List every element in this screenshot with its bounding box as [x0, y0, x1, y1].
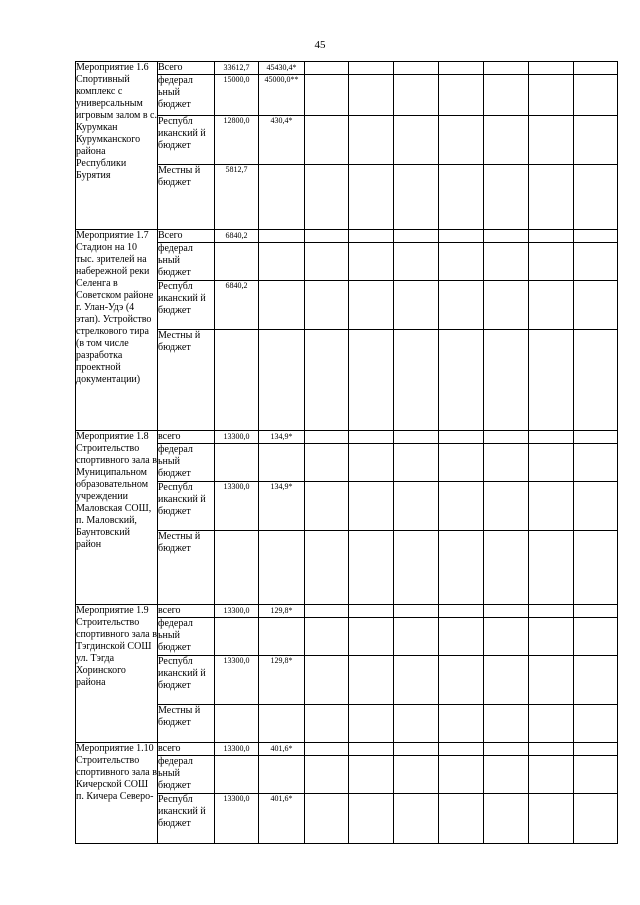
empty-cell: [305, 656, 349, 705]
amount-cell: 33612,7: [215, 62, 259, 75]
empty-cell: [439, 756, 484, 794]
table-row: [76, 705, 618, 743]
empty-cell: [529, 618, 574, 656]
empty-cell: [349, 281, 394, 330]
funding-source: Республ иканский й бюджет: [158, 482, 215, 531]
empty-cell: [305, 116, 349, 165]
empty-cell: [574, 230, 618, 243]
empty-cell: [394, 444, 439, 482]
table-row: [76, 243, 618, 281]
empty-cell: [574, 243, 618, 281]
empty-cell: [394, 743, 439, 756]
table-row: [76, 531, 618, 605]
empty-cell: [394, 281, 439, 330]
empty-cell: [484, 330, 529, 431]
empty-cell: [305, 330, 349, 431]
empty-cell: [529, 165, 574, 230]
empty-cell: [484, 75, 529, 116]
table-row: [76, 165, 618, 230]
empty-cell: [529, 62, 574, 75]
amount-cell: [259, 243, 305, 281]
amount-cell: 6840,2: [215, 230, 259, 243]
amount-cell: [259, 281, 305, 330]
amount-cell: [259, 618, 305, 656]
empty-cell: [305, 431, 349, 444]
empty-cell: [484, 618, 529, 656]
empty-cell: [439, 330, 484, 431]
empty-cell: [439, 531, 484, 605]
empty-cell: [574, 618, 618, 656]
amount-cell: [259, 756, 305, 794]
empty-cell: [305, 243, 349, 281]
empty-cell: [305, 165, 349, 230]
amount-cell: 45430,4*: [259, 62, 305, 75]
empty-cell: [574, 75, 618, 116]
amount-cell: [215, 444, 259, 482]
empty-cell: [529, 482, 574, 531]
amount-cell: 430,4*: [259, 116, 305, 165]
amount-cell: 13300,0: [215, 482, 259, 531]
empty-cell: [394, 656, 439, 705]
empty-cell: [574, 605, 618, 618]
funding-source: федерал ьный бюджет: [158, 618, 215, 656]
empty-cell: [574, 794, 618, 844]
funding-source: Всего: [158, 230, 215, 243]
amount-cell: 129,8*: [259, 605, 305, 618]
empty-cell: [439, 165, 484, 230]
empty-cell: [349, 743, 394, 756]
amount-cell: 12800,0: [215, 116, 259, 165]
amount-cell: 5812,7: [215, 165, 259, 230]
table-row: [76, 656, 618, 705]
empty-cell: [574, 656, 618, 705]
empty-cell: [439, 794, 484, 844]
amount-cell: 15000,0: [215, 75, 259, 116]
funding-source: всего: [158, 431, 215, 444]
amount-cell: [259, 705, 305, 743]
empty-cell: [574, 62, 618, 75]
funding-source: Республ иканский й бюджет: [158, 281, 215, 330]
empty-cell: [529, 281, 574, 330]
empty-cell: [529, 756, 574, 794]
amount-cell: 401,6*: [259, 794, 305, 844]
empty-cell: [349, 75, 394, 116]
amount-cell: [215, 531, 259, 605]
empty-cell: [349, 756, 394, 794]
empty-cell: [394, 62, 439, 75]
amount-cell: [215, 705, 259, 743]
funding-source: Республ иканский й бюджет: [158, 116, 215, 165]
empty-cell: [394, 116, 439, 165]
empty-cell: [349, 330, 394, 431]
table-row: [76, 431, 618, 444]
empty-cell: [574, 756, 618, 794]
funding-source: Местны й бюджет: [158, 531, 215, 605]
empty-cell: [394, 165, 439, 230]
empty-cell: [574, 743, 618, 756]
empty-cell: [484, 62, 529, 75]
empty-cell: [574, 531, 618, 605]
page-number: 45: [314, 39, 326, 51]
table-row: [76, 62, 618, 75]
measure-name: Мероприятие 1.6 Спортивный комплекс с универсальным игровым залом в с. Курумкан Курумканского района Республики Бурятия: [76, 62, 158, 230]
empty-cell: [439, 705, 484, 743]
amount-cell: [259, 165, 305, 230]
empty-cell: [439, 230, 484, 243]
empty-cell: [529, 431, 574, 444]
empty-cell: [394, 756, 439, 794]
empty-cell: [484, 482, 529, 531]
amount-cell: 45000,0**: [259, 75, 305, 116]
funding-source: всего: [158, 743, 215, 756]
amount-cell: 13300,0: [215, 431, 259, 444]
budget-table: [75, 61, 618, 844]
empty-cell: [574, 431, 618, 444]
amount-cell: 13300,0: [215, 656, 259, 705]
empty-cell: [529, 743, 574, 756]
empty-cell: [484, 794, 529, 844]
amount-cell: 401,6*: [259, 743, 305, 756]
empty-cell: [484, 444, 529, 482]
empty-cell: [484, 431, 529, 444]
empty-cell: [394, 794, 439, 844]
empty-cell: [394, 531, 439, 605]
empty-cell: [439, 62, 484, 75]
empty-cell: [305, 230, 349, 243]
empty-cell: [349, 444, 394, 482]
table-row: [76, 330, 618, 431]
empty-cell: [484, 230, 529, 243]
empty-cell: [349, 482, 394, 531]
empty-cell: [394, 431, 439, 444]
funding-source: Республ иканский й бюджет: [158, 794, 215, 844]
empty-cell: [574, 116, 618, 165]
empty-cell: [529, 116, 574, 165]
amount-cell: [215, 330, 259, 431]
funding-source: федерал ьный бюджет: [158, 756, 215, 794]
empty-cell: [439, 743, 484, 756]
table-row: [76, 794, 618, 844]
empty-cell: [574, 281, 618, 330]
empty-cell: [305, 281, 349, 330]
empty-cell: [394, 75, 439, 116]
funding-source: Местны й бюджет: [158, 705, 215, 743]
empty-cell: [305, 618, 349, 656]
amount-cell: 13300,0: [215, 794, 259, 844]
amount-cell: [215, 618, 259, 656]
empty-cell: [529, 330, 574, 431]
empty-cell: [484, 756, 529, 794]
empty-cell: [574, 165, 618, 230]
empty-cell: [349, 618, 394, 656]
empty-cell: [529, 243, 574, 281]
funding-source: федерал ьный бюджет: [158, 243, 215, 281]
empty-cell: [484, 243, 529, 281]
empty-cell: [349, 605, 394, 618]
amount-cell: 134,9*: [259, 482, 305, 531]
empty-cell: [529, 705, 574, 743]
empty-cell: [529, 444, 574, 482]
amount-cell: [259, 330, 305, 431]
empty-cell: [349, 116, 394, 165]
empty-cell: [394, 330, 439, 431]
table-row: [76, 743, 618, 756]
empty-cell: [574, 330, 618, 431]
empty-cell: [439, 75, 484, 116]
empty-cell: [529, 75, 574, 116]
table-row: [76, 605, 618, 618]
empty-cell: [394, 230, 439, 243]
empty-cell: [439, 482, 484, 531]
empty-cell: [439, 656, 484, 705]
empty-cell: [349, 431, 394, 444]
empty-cell: [439, 605, 484, 618]
funding-source: Республ иканский й бюджет: [158, 656, 215, 705]
empty-cell: [305, 62, 349, 75]
empty-cell: [484, 281, 529, 330]
empty-cell: [484, 116, 529, 165]
measure-name: Мероприятие 1.9 Строительство спортивного зала в Тэгдинской СОШ ул. Тэгда Хоринского района: [76, 605, 158, 743]
empty-cell: [439, 243, 484, 281]
empty-cell: [305, 75, 349, 116]
funding-source: Местны й бюджет: [158, 165, 215, 230]
empty-cell: [529, 656, 574, 705]
empty-cell: [305, 444, 349, 482]
empty-cell: [305, 531, 349, 605]
empty-cell: [529, 230, 574, 243]
empty-cell: [484, 656, 529, 705]
empty-cell: [529, 794, 574, 844]
funding-source: федерал ьный бюджет: [158, 444, 215, 482]
empty-cell: [305, 705, 349, 743]
empty-cell: [349, 656, 394, 705]
empty-cell: [529, 531, 574, 605]
empty-cell: [394, 618, 439, 656]
funding-source: Местны й бюджет: [158, 330, 215, 431]
empty-cell: [394, 605, 439, 618]
empty-cell: [529, 605, 574, 618]
table-row: [76, 281, 618, 330]
empty-cell: [394, 482, 439, 531]
empty-cell: [574, 444, 618, 482]
table-row: [76, 482, 618, 531]
table-row: [76, 230, 618, 243]
empty-cell: [349, 165, 394, 230]
empty-cell: [484, 605, 529, 618]
empty-cell: [349, 62, 394, 75]
empty-cell: [349, 794, 394, 844]
empty-cell: [484, 531, 529, 605]
amount-cell: [259, 531, 305, 605]
funding-source: федерал ьный бюджет: [158, 75, 215, 116]
amount-cell: 134,9*: [259, 431, 305, 444]
empty-cell: [394, 705, 439, 743]
empty-cell: [439, 431, 484, 444]
measure-name: Мероприятие 1.8 Строительство спортивного зала в Муниципальном образовательном учреждении Маловская СОШ, п. Маловский, Баунтовский район: [76, 431, 158, 605]
empty-cell: [305, 794, 349, 844]
empty-cell: [439, 281, 484, 330]
empty-cell: [484, 743, 529, 756]
empty-cell: [305, 756, 349, 794]
amount-cell: [259, 230, 305, 243]
amount-cell: 6840,2: [215, 281, 259, 330]
empty-cell: [439, 618, 484, 656]
empty-cell: [484, 705, 529, 743]
empty-cell: [349, 705, 394, 743]
empty-cell: [484, 165, 529, 230]
empty-cell: [305, 482, 349, 531]
empty-cell: [574, 482, 618, 531]
table-row: [76, 116, 618, 165]
empty-cell: [439, 444, 484, 482]
funding-source: Всего: [158, 62, 215, 75]
amount-cell: [259, 444, 305, 482]
measure-name: Мероприятие 1.10 Строительство спортивного зала в Кичерской СОШ п. Кичера Северо-: [76, 743, 158, 844]
empty-cell: [349, 230, 394, 243]
empty-cell: [574, 705, 618, 743]
empty-cell: [439, 116, 484, 165]
empty-cell: [305, 743, 349, 756]
amount-cell: [215, 756, 259, 794]
funding-source: всего: [158, 605, 215, 618]
amount-cell: [215, 243, 259, 281]
empty-cell: [394, 243, 439, 281]
amount-cell: 13300,0: [215, 743, 259, 756]
measure-name: Мероприятие 1.7 Стадион на 10 тыс. зрителей на набережной реки Селенга в Советском районе г. Улан-Удэ (4 этап). Устройство стрелкового тира (в том числе разработка проектной документации): [76, 230, 158, 431]
empty-cell: [349, 243, 394, 281]
amount-cell: 13300,0: [215, 605, 259, 618]
empty-cell: [305, 605, 349, 618]
amount-cell: 129,8*: [259, 656, 305, 705]
empty-cell: [349, 531, 394, 605]
